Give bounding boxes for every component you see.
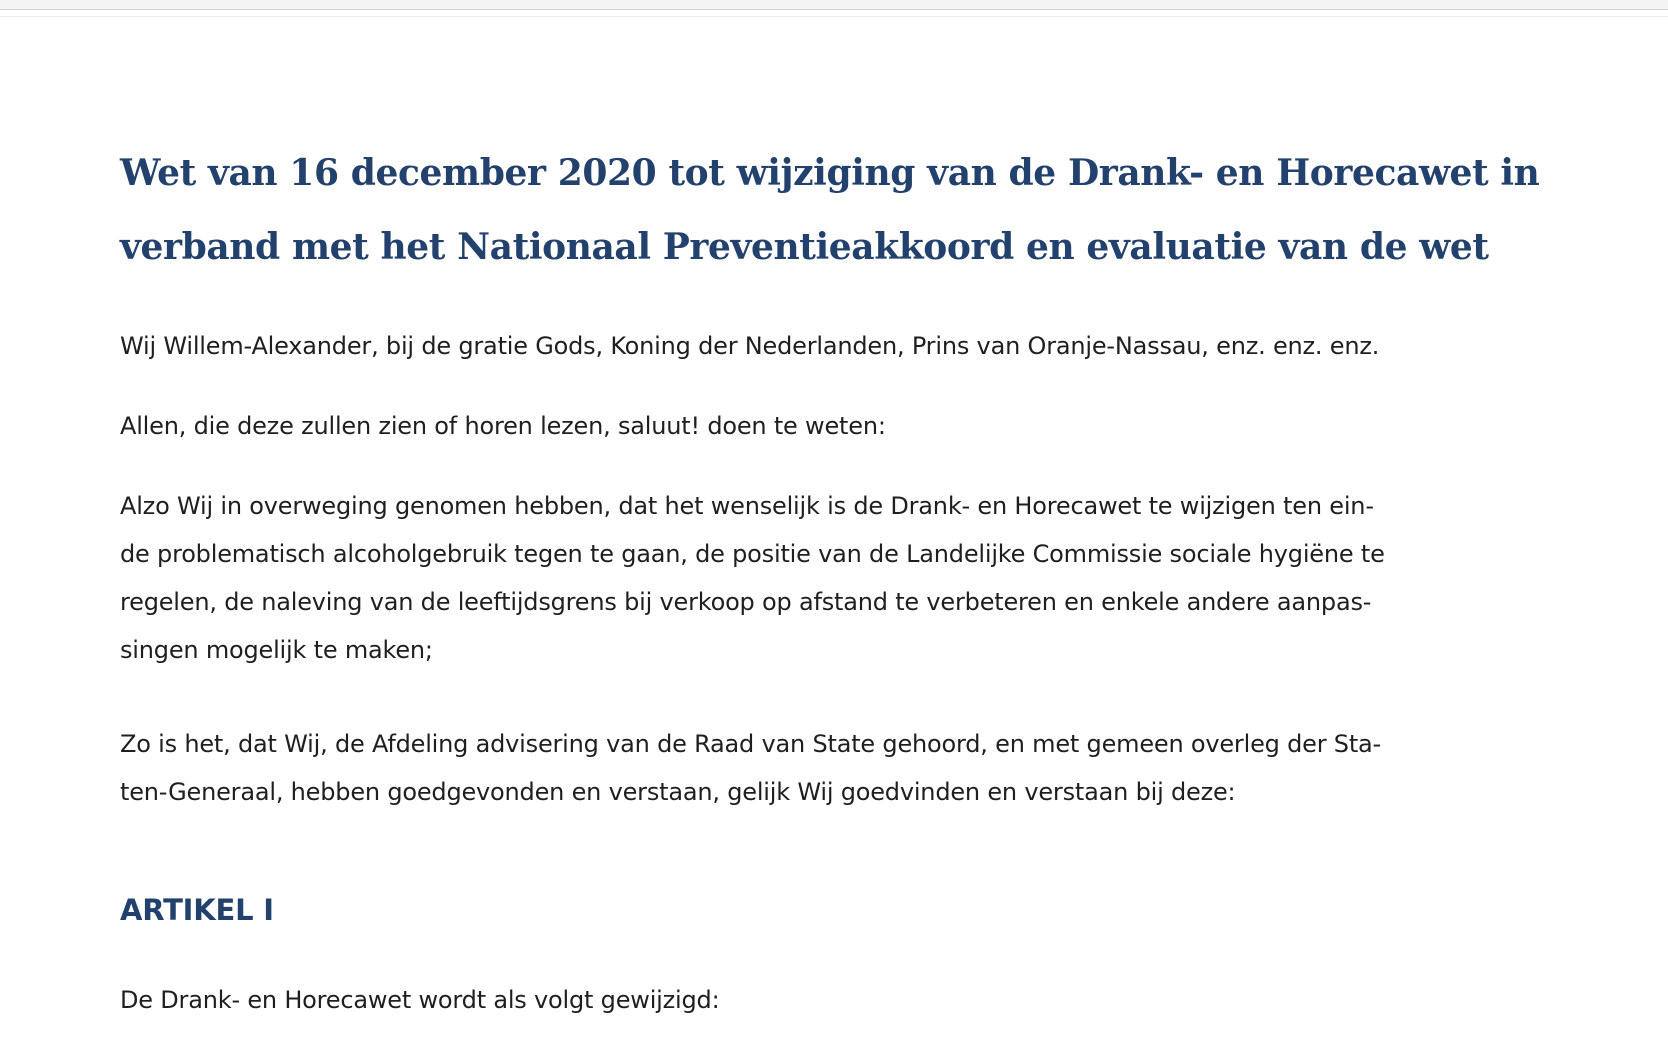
document-title	[120, 136, 1550, 284]
enactment-line: ten-Generaal, hebben goedgevonden en verstaan, gelijk Wij goedvinden en verstaan bij deze:	[120, 778, 1236, 806]
royal-intro-paragraph	[120, 322, 1540, 370]
greeting-paragraph	[120, 402, 1540, 450]
considerations-line: singen mogelijk te maken;	[120, 636, 433, 664]
considerations-line: Alzo Wij in overweging genomen hebben, dat het wenselijk is de Drank- en Horecawet te wijzigen ten ein-	[120, 492, 1374, 520]
greeting-text: Allen, die deze zullen zien of horen lezen, saluut! doen te weten:	[120, 412, 886, 440]
considerations-line: de problematisch alcoholgebruik tegen te gaan, de positie van de Landelijke Commissie sociale hygiëne te	[120, 540, 1385, 568]
royal-intro-text: Wij Willem-Alexander, bij de gratie Gods, Koning der Nederlanden, Prins van Oranje-Nassau, enz. enz. enz.	[120, 332, 1380, 360]
enactment-line: Zo is het, dat Wij, de Afdeling advisering van de Raad van State gehoord, en met gemeen overleg der Sta-	[120, 730, 1382, 758]
enactment-paragraph	[120, 720, 1540, 816]
article-heading: ARTIKEL I	[120, 893, 274, 927]
considerations-line: regelen, de naleving van de leeftijdsgrens bij verkoop op afstand te verbeteren en enkele andere aanpas-	[120, 588, 1372, 616]
article-intro-text: De Drank- en Horecawet wordt als volgt gewijzigd:	[120, 986, 720, 1014]
page-divider	[0, 16, 1668, 17]
article-intro-paragraph	[120, 976, 1540, 1024]
document-title-line-2: verband met het Nationaal Preventieakkoord en evaluatie van de wet	[120, 226, 1489, 268]
document-title-line-1: Wet van 16 december 2020 tot wijziging van de Drank- en Horecawet in	[120, 152, 1540, 194]
considerations-paragraph	[120, 482, 1540, 674]
browser-top-edge	[0, 0, 1668, 10]
